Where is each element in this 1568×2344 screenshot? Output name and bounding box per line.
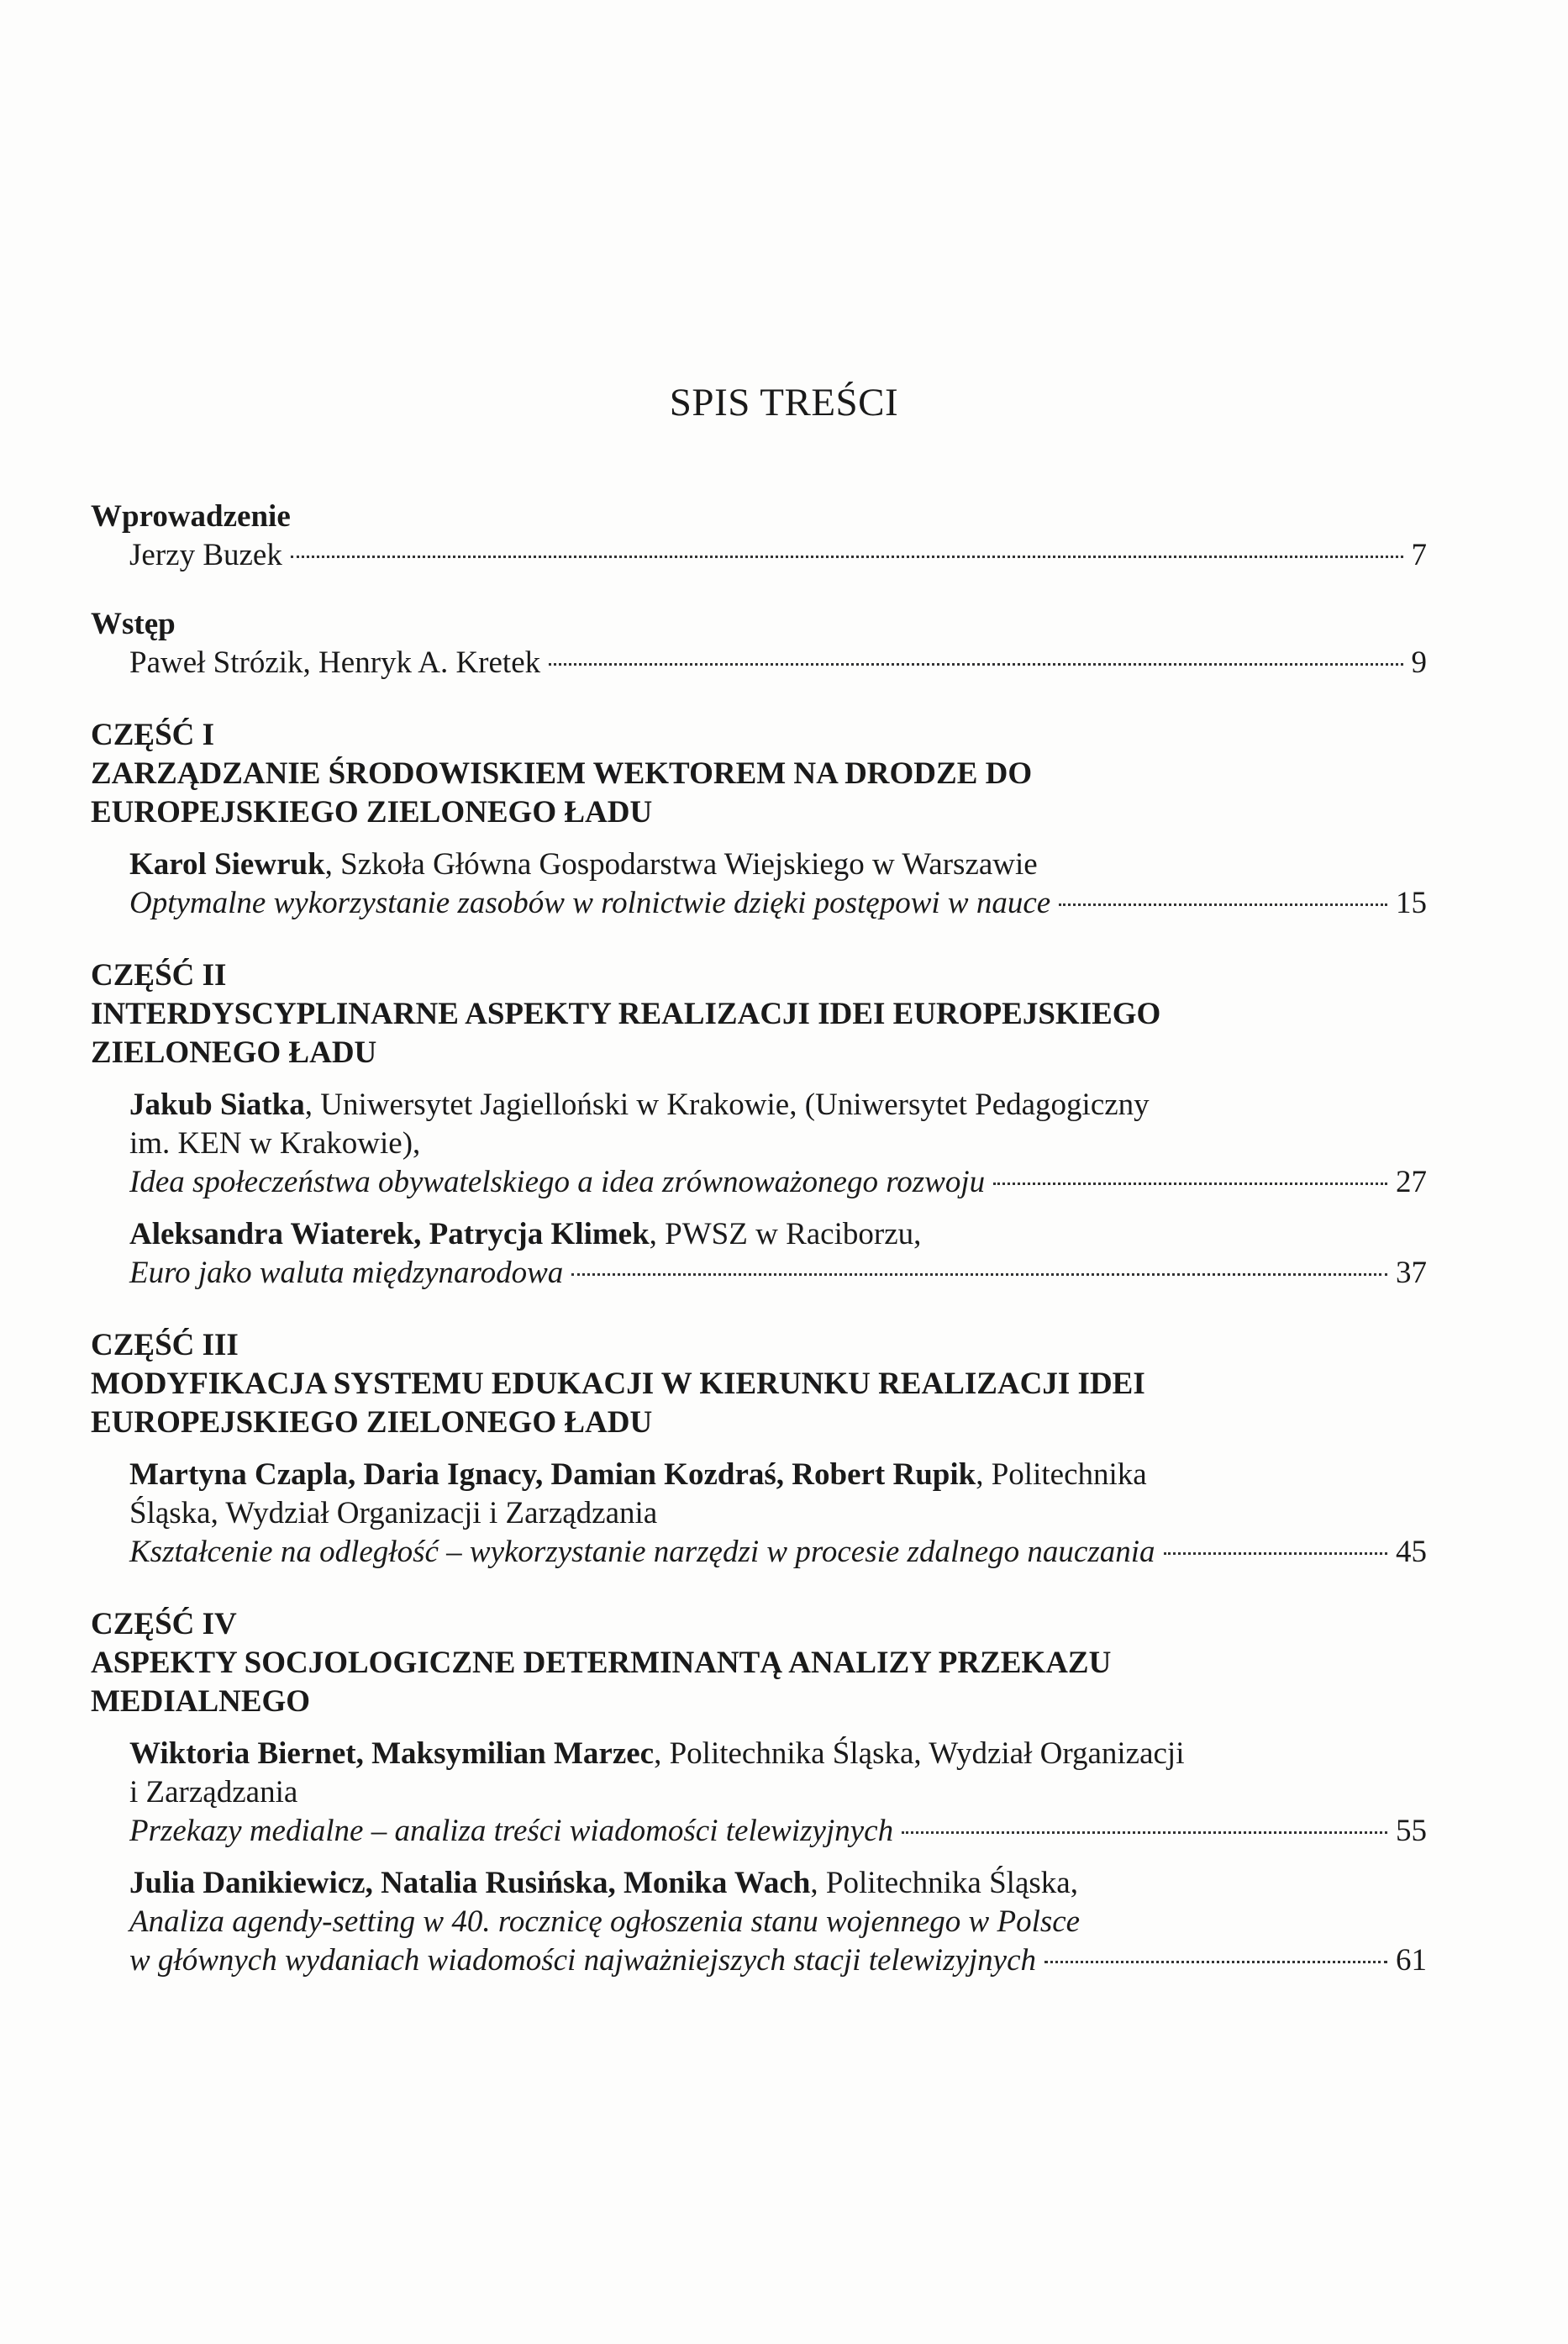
wstep-line: [129, 644, 1427, 682]
dot-leader: [549, 663, 1402, 666]
article-title: Przekazy medialne – analiza treści wiadomości telewizyjnych: [129, 1814, 894, 1848]
author-names: Jakub Siatka: [129, 1088, 305, 1122]
page-number: 55: [1396, 1814, 1427, 1848]
part-title-line: ASPEKTY SOCJOLOGICZNE DETERMINANTĄ ANALIZY PRZEKAZU: [91, 1646, 1112, 1680]
affiliation-text: im. KEN w Krakowie),: [129, 1126, 421, 1161]
part-title-line: INTERDYSCYPLINARNE ASPEKTY REALIZACJI IDEI EUROPEJSKIEGO: [91, 997, 1161, 1031]
affiliation-text: , Politechnika: [976, 1457, 1147, 1492]
part-label: CZĘŚĆ I: [91, 718, 215, 752]
toc-wstep-section: [91, 605, 1427, 682]
wstep-authors: Paweł Strózik, Henryk A. Kretek: [129, 645, 541, 680]
affiliation-text: , Politechnika Śląska,: [810, 1866, 1078, 1900]
author-affiliation-line: [129, 1494, 1427, 1533]
part-title-line: MODYFIKACJA SYSTEMU EDUKACJI W KIERUNKU REALIZACJI IDEI: [91, 1367, 1145, 1401]
affiliation-text: , Szkoła Główna Gospodarstwa Wiejskiego w Warszawie: [324, 847, 1038, 882]
page-number: 37: [1396, 1256, 1427, 1290]
author-names: Martyna Czapla, Daria Ignacy, Damian Kozdraś, Robert Rupik: [129, 1457, 976, 1492]
dot-leader: [571, 1273, 1387, 1276]
article-title-line: Analiza agendy-setting w 40. rocznicę ogłoszenia stanu wojennego w Polsce: [129, 1904, 1081, 1939]
toc-entry[interactable]: [129, 1735, 1427, 1851]
toc-entry[interactable]: [129, 1456, 1427, 1572]
article-title-line: [129, 1254, 1427, 1293]
page-title: SPIS TREŚCI: [669, 381, 899, 424]
intro-line: [129, 536, 1427, 575]
author-affiliation-line: [129, 1735, 1427, 1773]
affiliation-text: Śląska, Wydział Organizacji i Zarządzania: [129, 1496, 658, 1530]
part-title-line: ZARZĄDZANIE ŚRODOWISKIEM WEKTOREM NA DRODZE DO: [91, 756, 1033, 791]
dot-leader: [902, 1831, 1387, 1834]
intro-entry[interactable]: [129, 536, 1427, 575]
part-section: [91, 956, 1427, 1293]
affiliation-text: , Politechnika Śląska, Wydział Organizacji: [654, 1736, 1185, 1771]
affiliation-text: , Uniwersytet Jagielloński w Krakowie, (Uniwersytet Pedagogiczny: [304, 1088, 1150, 1122]
author-names: Aleksandra Wiaterek, Patrycja Klimek: [129, 1217, 650, 1251]
wstep-heading: Wstęp: [91, 607, 176, 641]
wstep-entry[interactable]: [129, 644, 1427, 682]
author-names: Karol Siewruk: [129, 847, 325, 882]
dot-leader: [993, 1183, 1387, 1185]
toc-entry[interactable]: [129, 845, 1427, 923]
page-number: 27: [1396, 1165, 1427, 1199]
part-title-line: ZIELONEGO ŁADU: [91, 1035, 377, 1070]
part-title-line: EUROPEJSKIEGO ZIELONEGO ŁADU: [91, 1405, 653, 1440]
dot-leader: [1044, 1961, 1387, 1963]
affiliation-text: , PWSZ w Raciborzu,: [649, 1217, 922, 1251]
article-title-line: [129, 1533, 1427, 1572]
author-affiliation-line: [129, 1864, 1427, 1903]
article-title: Kształcenie na odległość – wykorzystanie narzędzi w procesie zdalnego nauczania: [129, 1535, 1155, 1569]
article-title: Optymalne wykorzystanie zasobów w rolnictwie dzięki postępowi w nauce: [129, 886, 1051, 920]
page-number: 61: [1396, 1943, 1427, 1978]
wstep-page-number: 9: [1411, 645, 1427, 680]
part-label: CZĘŚĆ III: [91, 1328, 239, 1362]
affiliation-text: i Zarządzania: [129, 1775, 298, 1809]
article-title-line: [129, 1163, 1427, 1202]
part-section: [91, 716, 1427, 923]
page-number: 15: [1396, 886, 1427, 920]
toc-intro-section: [91, 498, 1427, 575]
article-title: w głównych wydaniach wiadomości najważniejszych stacji telewizyjnych: [129, 1943, 1037, 1978]
author-affiliation-line: [129, 1125, 1427, 1163]
intro-author: Jerzy Buzek: [129, 538, 282, 572]
article-title: Idea społeczeństwa obywatelskiego a idea zrównoważonego rozwoju: [129, 1165, 986, 1199]
toc-entry[interactable]: [129, 1864, 1427, 1980]
dot-leader: [1059, 903, 1387, 906]
author-affiliation-line: [129, 1215, 1427, 1254]
part-title-line: MEDIALNEGO: [91, 1684, 311, 1719]
article-title-line: [129, 1941, 1427, 1980]
author-names: Julia Danikiewicz, Natalia Rusińska, Monika Wach: [129, 1866, 811, 1900]
article-title-line: [129, 884, 1427, 923]
toc-parts: [91, 716, 1427, 1980]
intro-heading: Wprowadzenie: [91, 499, 291, 534]
author-affiliation-line: [129, 1773, 1427, 1812]
page-number: 45: [1396, 1535, 1427, 1569]
article-title: Euro jako waluta międzynarodowa: [129, 1256, 564, 1290]
dot-leader: [1164, 1552, 1387, 1555]
part-label: CZĘŚĆ IV: [91, 1607, 237, 1641]
author-affiliation-line: [129, 845, 1427, 884]
author-affiliation-line: [129, 1086, 1427, 1125]
author-names: Wiktoria Biernet, Maksymilian Marzec: [129, 1736, 655, 1771]
part-title-line: EUROPEJSKIEGO ZIELONEGO ŁADU: [91, 795, 653, 830]
toc-entry[interactable]: [129, 1086, 1427, 1202]
part-section: [91, 1605, 1427, 1980]
part-label: CZĘŚĆ II: [91, 958, 227, 993]
dot-leader: [291, 556, 1403, 558]
article-title-line: [129, 1812, 1427, 1851]
author-affiliation-line: [129, 1456, 1427, 1494]
toc-entry[interactable]: [129, 1215, 1427, 1293]
intro-page-number: 7: [1411, 538, 1427, 572]
part-section: [91, 1326, 1427, 1572]
table-of-contents: [91, 498, 1427, 1980]
